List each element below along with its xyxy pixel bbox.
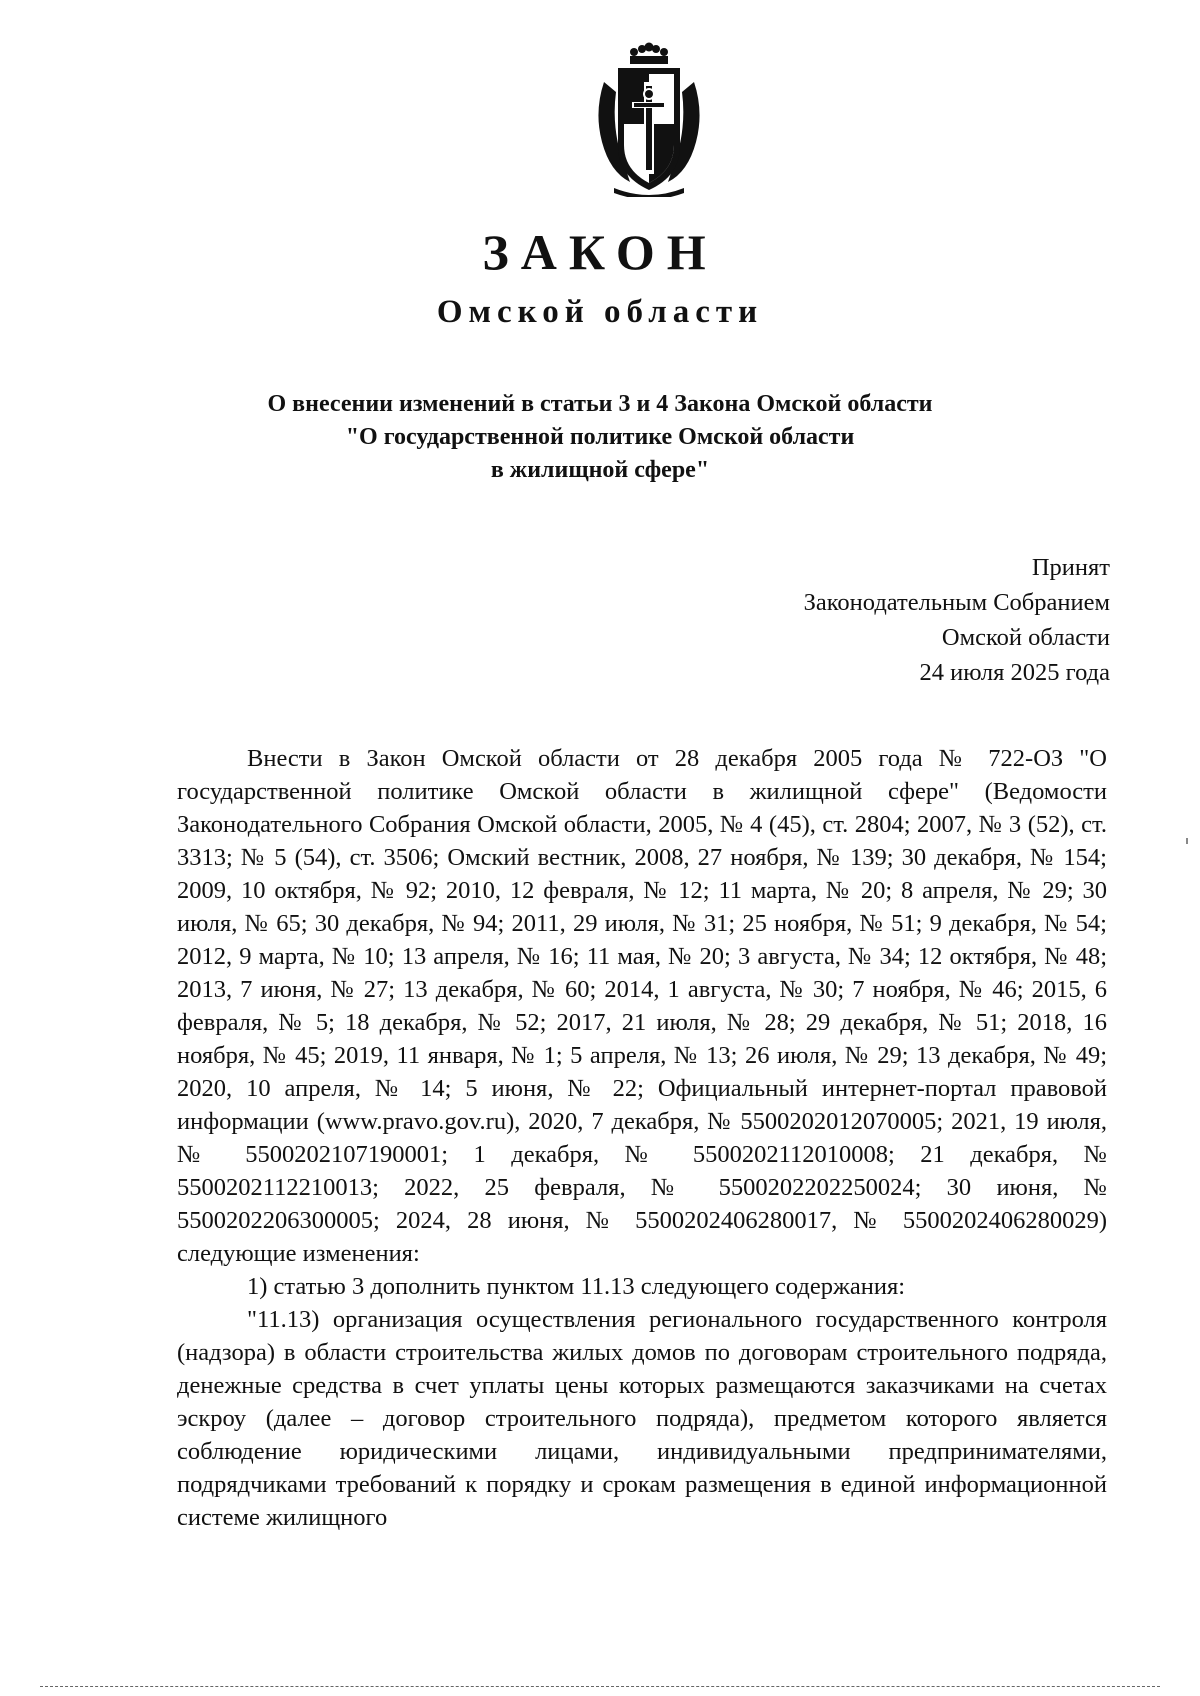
law-subject <box>150 388 1050 487</box>
scan-artifact <box>1186 838 1188 844</box>
body-paragraph: "11.13) организация осуществления регионального государственного контроля (надзора) в области строительства жилых домов по договорам строительного подряда, денежные средства в счет уплаты цены которых размещаются заказчиками на счетах эскроу (далее – договор строительного подряда), предметом которого является соблюдение юридическими лицами, индивидуальными предпринимателями, подрядчиками требований к порядку и срокам размещения в единой информационной системе жилищного <box>177 1306 1107 1531</box>
adoption-line: Омской области <box>941 624 1110 651</box>
subject-line: в жилищной сфере" <box>490 457 710 483</box>
subject-line: О внесении изменений в статьи 3 и 4 Закона Омской области <box>267 391 933 417</box>
page-bottom-rule <box>40 1686 1160 1687</box>
law-body <box>177 742 1107 1534</box>
body-paragraph: Внести в Закон Омской области от 28 декабря 2005 года № 722-ОЗ "О государственной политике Омской области в жилищной сфере" (Ведомости Законодательного Собрания Омской области, 2005, № 4 (45), ст. 2804; 2007, № 3 (52), ст. 3313; № 5 (54), ст. 3506; Омский вестник, 2008, 27 ноября, № 139; 30 декабря, № 154; 2009, 10 октября, № 92; 2010, 12 февраля, № 12; 11 марта, № 20; 8 апреля, № 29; 30 июля, № 65; 30 декабря, № 94; 2011, 29 июля, № 31; 25 ноября, № 51; 9 декабря, № 54; 2012, 9 марта, № 10; 13 апреля, № 16; 11 мая, № 20; 3 августа, № 34; 12 октября, № 48; 2013, 7 июня, № 27; 13 декабря, № 60; 2014, 1 августа, № 30; 7 ноября, № 46; 2015, 6 февраля, № 5; 18 декабря, № 52; 2017, 21 июля, № 28; 29 декабря, № 51; 2018, 16 ноября, № 45; 2019, 11 января, № 1; 5 апреля, № 13; 26 июля, № 29; 13 декабря, № 49; 2020, 10 апреля, № 14; 5 июня, № 22; Официальный интернет-портал правовой информации (www.pravo.gov.ru), 2020, 7 декабря, № 5500202012070005; 2021, 19 июля, № 5500202107190001; 1 декабря, № 5500202112010008; 21 декабря, № 5500202112210013; 2022, 25 февраля, № 5500202202250024; 30 июня, № 5500202206300005; 2024, 28 июня, № 5500202406280017, № 5500202406280029) следующие изменения: <box>177 745 1107 1267</box>
region-title: Омской области <box>436 294 764 330</box>
body-paragraph: 1) статью 3 дополнить пунктом 11.13 следующего содержания: <box>247 1273 906 1300</box>
adoption-date: 24 июля 2025 года <box>919 659 1110 686</box>
subject-line: "О государственной политике Омской области <box>345 424 855 450</box>
adoption-block <box>804 550 1110 690</box>
coat-of-arms-icon <box>590 42 708 197</box>
document-type-title: ЗАКОН <box>482 224 718 280</box>
adoption-line: Принят <box>1031 554 1110 581</box>
adoption-line: Законодательным Собранием <box>803 589 1110 616</box>
